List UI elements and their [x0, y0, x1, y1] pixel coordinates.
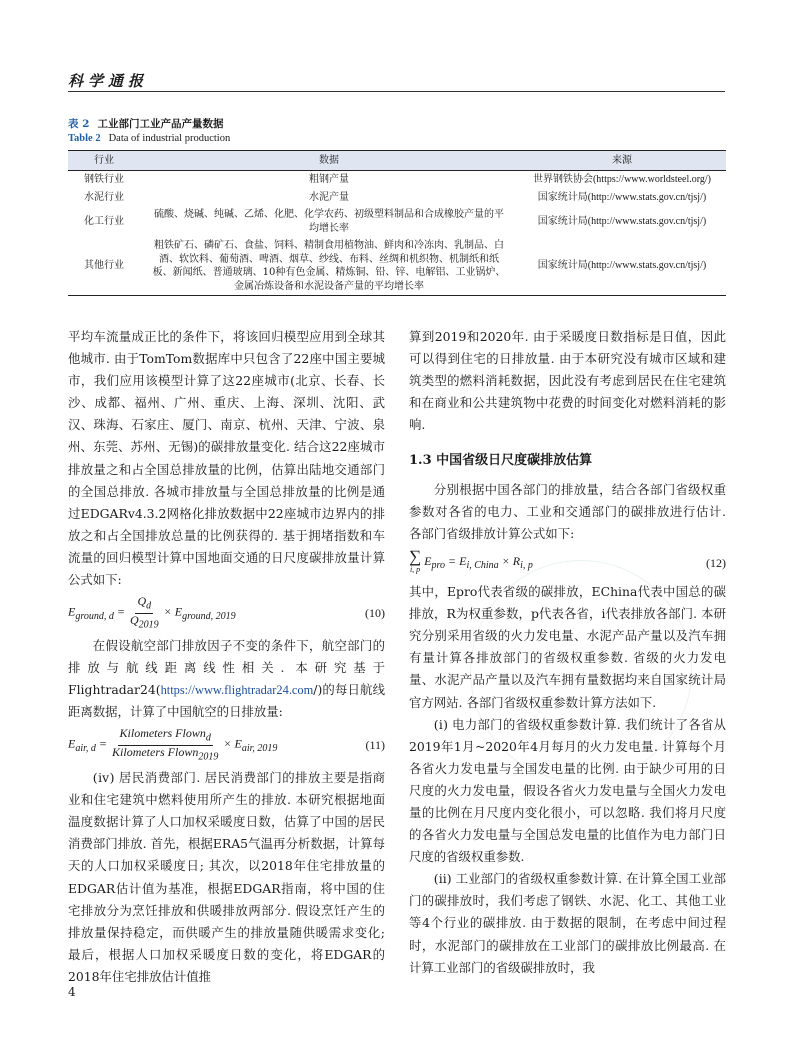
table-caption-en	[68, 133, 230, 144]
industrial-data-table	[68, 150, 726, 296]
cell-source: 国家统计局(http://www.stats.gov.cn/tjsj/)	[537, 260, 707, 272]
column-header-source: 来源	[612, 154, 632, 166]
paragraph: (ⅱ) 工业部门的省级权重参数计算. 在计算全国工业部门的碳排放时，我们考虑了钢铁、水泥、化工、其他工业等4个行业的碳排放. 由于数据的限制，在考虑中间过程时，水泥部门的碳排放在工业部门的碳排放比例最高. 在计算工业部门的省级碳排放时，我	[409, 871, 726, 975]
equation-number: (10)	[365, 605, 385, 620]
left-column	[68, 326, 385, 988]
cell-industry: 其他行业	[84, 260, 124, 272]
table-label-cn: 表 2	[68, 118, 90, 130]
column-header-data: 数据	[319, 154, 339, 166]
cell-source: 国家统计局(http://www.stats.gov.cn/tjsj/)	[537, 191, 707, 203]
table-row	[68, 171, 726, 189]
cell-industry: 化工行业	[84, 215, 124, 227]
paragraph: 平均车流量成正比的条件下，将该回归模型应用到全球其他城市. 由于TomTom数据库中只包含了22座中国主要城市，我们应用该模型计算了这22座城市(北京、长春、长沙、成都、福州、广州、重庆、上海、深圳、沈阳、武汉、珠海、石家庄、厦门、南京、杭州、天津、宁波、泉州、东莞、苏州、无锡)的碳排放量变化. 结合这22座城市排放量之和占全国总排放量的比例，估算出陆地交通部门的全国总排放. 各城市排放量与全国总排放量的比例是通过EDGARv4.3.2网格化排放数据中22座城市边界内的排放之和占全国排放总量的比例获得的. 基于拥堵指数和车流量的回归模型计算中国地面交通的日尺度碳排放量计算公式如下:	[68, 329, 385, 588]
equation-12: ∑ i, p $E_{pro} = E_{i, China} \times R_{i, p}$ (12)	[409, 546, 726, 574]
paragraph: 算到2019和2020年. 由于采暖度日数指标是日值，因此可以得到住宅的日排放量. 由于本研究没有城市区域和建筑类型的燃料消耗数据，因此没有考虑到居民在住宅建筑和在商业和公共建筑物中花费的时间变化对燃料消耗的影响.	[409, 329, 726, 433]
paragraph: 分别根据中国各部门的排放量，结合各部门省级权重参数对各省的电力、工业和交通部门的碳排放进行估计. 各部门省级排放计算公式如下:	[409, 481, 726, 541]
paragraph: 其中，Epro代表省级的碳排放，EChina代表中国总的碳排放，R为权重参数，p代表各省，i代表排放各部门. 本研究分别采用省级的火力发电量、水泥产品产量以及汽车拥有量计算各排放部门的省级权重参数. 省级的火力发电量、水泥产品产量以及汽车拥有量数据均来自国家统计局官方网站. 各部门省级权重参数计算方法如下.	[409, 584, 726, 710]
cell-data: 粗铁矿石、磷矿石、食盐、饲料、精制食用植物油、鲜肉和冷冻肉、乳制品、白酒、软饮料、葡萄酒、啤酒、烟草、纱线、布料、丝绸和机织物、机制纸和纸板、新闻纸、普通玻璃、10种有色金属、精炼铜、铅、锌、电解铝、工业锅炉、金属冶炼设备和水泥设备产量的平均增长率	[152, 240, 506, 292]
cell-source: 世界钢铁协会(https://www.worldsteel.org/)	[532, 174, 712, 185]
table-row	[68, 237, 726, 296]
paragraph: (ⅳ) 居民消费部门. 居民消费部门的排放主要是指商业和住宅建筑中燃料使用所产生的排放. 本研究根据地面温度数据计算了人口加权采暖度日数，估算了中国的居民消费部门排放. 首先，根据ERA5气温再分析数据，计算每天的人口加权采暖度日; 其次，以2018年住宅排放量的EDGAR估计值为基准，根据EDGAR指南，将中国的住宅排放分为烹饪排放和供暖排放两部分. 假设烹饪产生的排放量保持稳定，而供暖产生的排放量随供暖需求变化; 最后，根据人口加权采暖度日数的变化，将EDGAR的2018年住宅排放估计值推	[68, 770, 385, 984]
right-column	[409, 326, 726, 979]
table-title-en: Data of industrial production	[108, 133, 231, 144]
header-divider	[68, 91, 725, 92]
cell-data: 硫酸、烧碱、纯碱、乙烯、化肥、化学农药、初级塑料制品和合成橡胶产量的平均增长率	[154, 209, 504, 234]
table-row	[68, 206, 726, 237]
cell-data: 粗钢产量	[309, 174, 349, 185]
table-caption-cn	[68, 116, 223, 131]
cell-industry: 钢铁行业	[84, 174, 124, 185]
page-number: 4	[68, 985, 76, 999]
equation-11: $E_{air, d}$ = $\frac{Kilometers Flown_d}{Kilometers Flown_{2019}}$ × $E_{air, 2019}$ (11)	[68, 726, 385, 763]
equation-number: (11)	[365, 738, 385, 753]
cell-data: 水泥产量	[309, 191, 349, 203]
cell-industry: 水泥行业	[84, 191, 124, 203]
equation-number: (12)	[706, 555, 726, 570]
table-label-en: Table 2	[68, 133, 101, 144]
paragraph: (ⅰ) 电力部门的省级权重参数计算. 我们统计了各省从2019年1月~2020年4月每月的火力发电量. 计算每个月各省火力发电量与全国发电量的比例. 由于缺少可用的日尺度的火力发电量，假设各省火力发电量与全国火力发电量的比例在月尺度内变化很小，可以忽略. 我们将月尺度的各省火力发电量与全国总发电量的比值作为电力部门日尺度的省级权重参数.	[409, 716, 726, 865]
journal-name: 科学通报	[68, 72, 149, 90]
flightradar-link[interactable]: https://www.flightradar24.com	[160, 683, 314, 698]
column-header-industry: 行业	[94, 154, 114, 166]
table-header-row	[68, 151, 726, 171]
section-heading: 1.3 中国省级日尺度碳排放估算	[409, 453, 593, 469]
paragraph: 在假设航空部门排放因子不变的条件下，航空部门的排放与航线距离线性相关. 本研究基于Flightradar24(https://www.flightradar24.com/)的每日航线距离数据，计算了中国航空的日排放量:	[68, 637, 385, 720]
table-row	[68, 189, 726, 207]
table-title-cn: 工业部门工业产品产量数据	[97, 118, 224, 130]
equation-10: $E_{ground, d}$ = $\frac{Q_d}{Q_{2019}}$ × $E_{ground, 2019}$ (10)	[68, 594, 385, 630]
cell-source: 国家统计局(http://www.stats.gov.cn/tjsj/)	[537, 215, 707, 227]
